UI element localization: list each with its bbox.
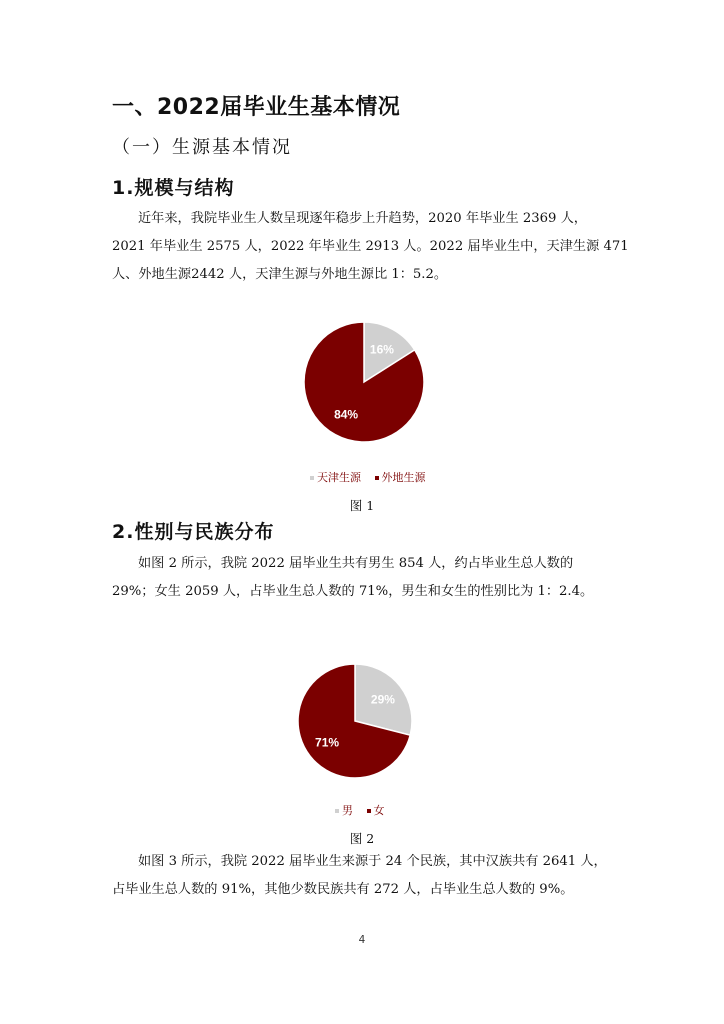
paragraph-ethnicity [112, 848, 617, 904]
heading-level-2: （一）生源基本情况 [112, 137, 292, 158]
legend-item-male [335, 804, 353, 817]
pie-chart-figure-2 [0, 658, 724, 823]
section-title-gender-ethnicity: 2.性别与民族分布 [112, 521, 275, 543]
paragraph-line: 2021 年毕业生 2575 人，2022 年毕业生 2913 人。2022 届毕业生中，天津生源 471 [112, 239, 629, 254]
pie-slice-label-1: 71% [315, 735, 340, 750]
paragraph-line: 近年来，我院毕业生人数呈现逐年稳步上升趋势，2020 年毕业生 2369 人， [138, 211, 587, 226]
legend-marker [367, 809, 371, 813]
paragraph-gender [112, 550, 617, 606]
legend-marker [335, 809, 339, 813]
paragraph-line: 如图 2 所示，我院 2022 届毕业生共有男生 854 人，约占毕业生总人数的 [138, 556, 574, 571]
pie-chart-figure-1 [0, 315, 724, 490]
legend-marker [310, 476, 314, 480]
legend-label: 外地生源 [381, 471, 426, 484]
figure-caption-2: 图 2 [349, 831, 375, 846]
pie-slice-label-0: 29% [370, 692, 395, 707]
legend-label: 男 [342, 804, 353, 817]
legend-item-tianjin [310, 471, 361, 484]
pie-chart-svg [0, 315, 724, 455]
figure-caption-1: 图 1 [349, 498, 375, 513]
paragraph-line: 如图 3 所示，我院 2022 届毕业生来源于 24 个民族，其中汉族共有 2641 人， [138, 854, 607, 869]
paragraph-line: 人、外地生源2442 人，天津生源与外地生源比 1：5.2。 [112, 267, 448, 282]
paragraph-scale-structure [112, 205, 629, 289]
legend-marker [375, 476, 379, 480]
chart-legend [310, 469, 436, 485]
legend-label: 女 [373, 804, 385, 817]
page-number: 4 [358, 934, 366, 946]
paragraph-line: 29%；女生 2059 人，占毕业生总人数的 71%，男生和女生的性别比为 1：2.4。 [112, 584, 594, 599]
legend-item-other-regions [375, 471, 426, 484]
legend-label: 天津生源 [317, 471, 361, 484]
section-title-scale: 1.规模与结构 [112, 177, 235, 199]
paragraph-line: 占毕业生总人数的 91%，其他少数民族共有 272 人，占毕业生总人数的 9%。 [112, 882, 574, 897]
pie-slice-label-1: 84% [334, 407, 359, 422]
legend-item-female [367, 804, 385, 817]
chart-legend [335, 802, 395, 818]
heading-level-1: 一、2022届毕业生基本情况 [112, 95, 401, 120]
pie-chart-svg [0, 658, 724, 788]
pie-slice-label-0: 16% [369, 342, 394, 357]
